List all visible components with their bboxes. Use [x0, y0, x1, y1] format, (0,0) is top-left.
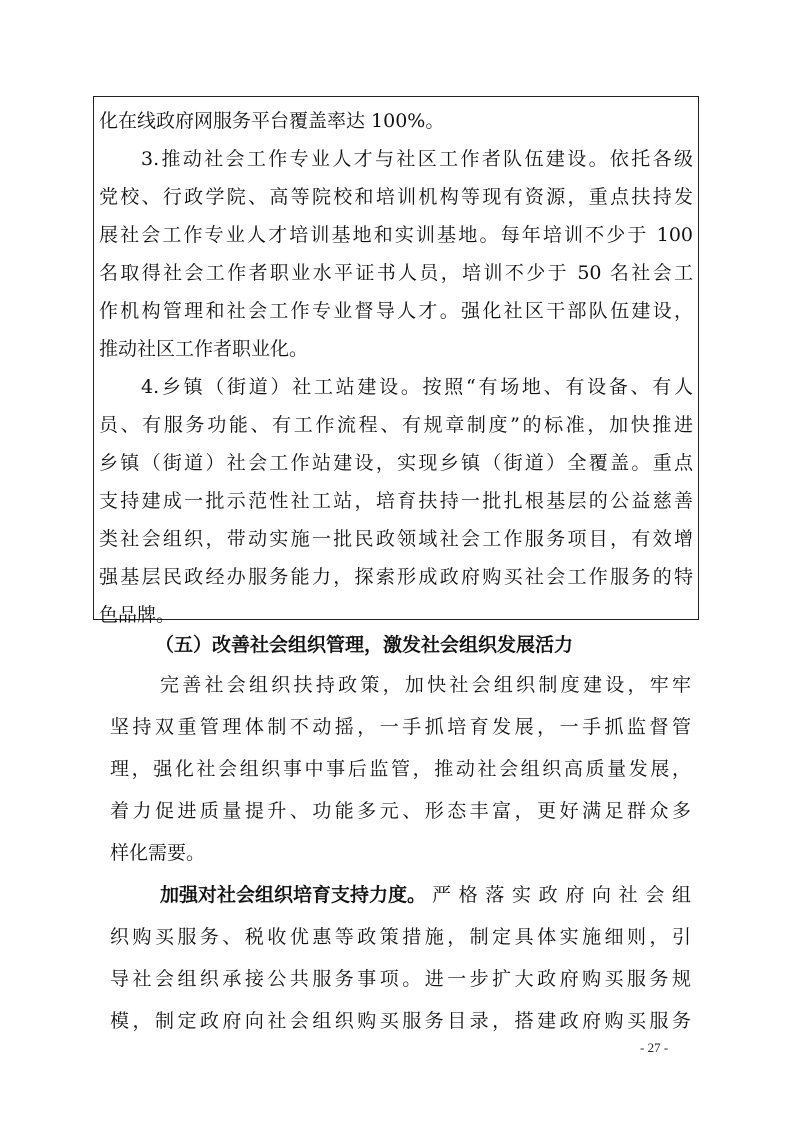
- section-heading: （五）改善社会组织管理，激发社会组织发展活力: [155, 634, 574, 656]
- para-lead-bold: 加强对社会组织培育支持力度。: [160, 884, 427, 906]
- box-line-text: 化在线政府网服务平台覆盖率达 100%。: [99, 110, 445, 132]
- box-line-text: 3.推动社会工作专业人才与社区工作者队伍建设。依托各级: [141, 148, 693, 170]
- page-number: - 27 -: [640, 1040, 669, 1055]
- box-line-text: 强基层民政经办服务能力，探索形成政府购买社会工作服务的特: [99, 566, 693, 588]
- box-line-text: 4.乡镇（街道）社工站建设。按照“有场地、有设备、有人: [141, 376, 693, 398]
- para-line-text: 织购买服务、税收优惠等政策措施，制定具体实施细则，引: [110, 926, 691, 948]
- box-line-text: 色品牌。: [99, 604, 176, 626]
- para-line-text: 模，制定政府向社会组织购买服务目录，搭建政府购买服务: [110, 1010, 691, 1032]
- box-line-text: 员、有服务功能、有工作流程、有规章制度”的标准，加快推进: [99, 414, 693, 436]
- para-line-text: 着力促进质量提升、功能多元、形态丰富，更好满足群众多: [110, 800, 691, 822]
- box-line-text: 名取得社会工作者职业水平证书人员，培训不少于 50 名社会工: [99, 262, 693, 284]
- box-line-text: 推动社区工作者职业化。: [99, 338, 309, 360]
- para-line-text: 严格落实政府向社会组: [432, 884, 691, 906]
- para-line-text: 样化需要。: [110, 842, 206, 864]
- box-line-text: 展社会工作专业人才培训基地和实训基地。每年培训不少于 100: [99, 224, 693, 246]
- para-line-text: 理，强化社会组织事中事后监管，推动社会组织高质量发展，: [110, 758, 691, 780]
- para-line-text: 坚持双重管理体制不动摇，一手抓培育发展，一手抓监督管: [110, 716, 691, 738]
- para-line-text: 导社会组织承接公共服务事项。进一步扩大政府购买服务规: [110, 968, 691, 990]
- box-line-text: 作机构管理和社会工作专业督导人才。强化社区干部队伍建设，: [99, 300, 693, 322]
- box-line-text: 支持建成一批示范性社工站，培育扶持一批扎根基层的公益慈善: [99, 490, 693, 512]
- box-line-text: 党校、行政学院、高等院校和培训机构等现有资源，重点扶持发: [99, 186, 693, 208]
- box-line-text: 乡镇（街道）社会工作站建设，实现乡镇（街道）全覆盖。重点: [99, 452, 693, 474]
- box-line-text: 类社会组织，带动实施一批民政领域社会工作服务项目，有效增: [99, 528, 693, 550]
- para-line-text: 完善社会组织扶持政策，加快社会组织制度建设，牢牢: [160, 674, 691, 696]
